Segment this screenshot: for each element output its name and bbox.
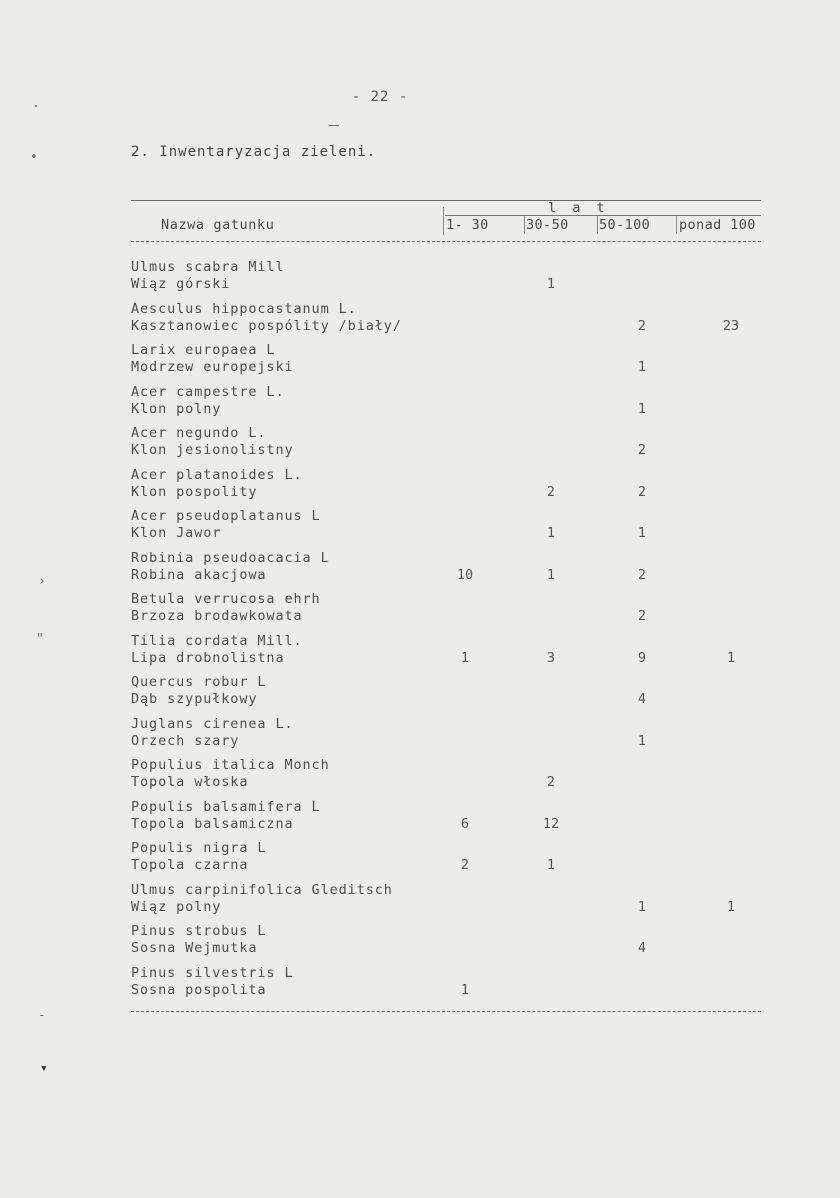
- scan-mark: ›: [38, 574, 46, 589]
- count-cell: 2: [637, 442, 647, 458]
- count-cell: 4: [637, 691, 647, 707]
- species-polish-name: Kasztanowiec pospólity /biały/: [131, 317, 402, 334]
- scan-mark: -: [38, 1008, 46, 1023]
- species-polish-name: Sosna pospolita: [131, 981, 267, 998]
- species-polish-name: Dąb szypułkowy: [131, 691, 258, 707]
- count-cell: 1: [460, 981, 470, 998]
- species-polish-name: Klon jesionolistny: [131, 442, 294, 458]
- species-latin-name: Acer campestre L.: [131, 383, 285, 400]
- count-cell: 12: [542, 815, 560, 832]
- species-latin-name: Juglans cirenea L.: [131, 715, 294, 732]
- species-latin-name: Aesculus hippocastanum L.: [131, 300, 357, 317]
- species-latin-name: Populius italica Monch: [131, 757, 330, 773]
- column-header-over-100: ponad 100: [679, 217, 756, 233]
- count-cell: 10: [456, 566, 474, 583]
- count-cell: 3: [546, 649, 556, 666]
- margin-dash: [329, 125, 339, 126]
- header-separator: [676, 216, 677, 234]
- species-polish-name: Topola balsamiczna: [131, 815, 294, 832]
- species-latin-name: Betula verrucosa ehrh: [131, 591, 321, 607]
- table-top-rule: [131, 200, 761, 201]
- scan-mark: .: [32, 96, 40, 111]
- species-latin-name: Acer negundo L.: [131, 425, 267, 441]
- header-separator: [597, 216, 598, 234]
- species-latin-name: Populis nigra L: [131, 840, 267, 856]
- species-polish-name: Lipa drobnolistna: [131, 649, 285, 666]
- count-cell: 2: [637, 317, 647, 334]
- count-cell: 23: [722, 317, 740, 334]
- species-latin-name: Pinus strobus L: [131, 923, 267, 939]
- species-latin-name: Larix europaea L: [131, 342, 276, 358]
- count-cell: 2: [637, 608, 647, 624]
- species-polish-name: Wiąz górski: [131, 276, 231, 292]
- count-cell: 2: [546, 483, 556, 500]
- count-cell: 1: [546, 566, 556, 583]
- count-cell: 2: [546, 774, 556, 790]
- column-header-30-50: 30-50: [526, 217, 569, 233]
- count-cell: 2: [460, 857, 470, 873]
- section-title: 2. Inwentaryzacja zieleni.: [131, 144, 377, 160]
- species-polish-name: Topola czarna: [131, 857, 249, 873]
- species-latin-name: Acer platanoides L.: [131, 466, 303, 483]
- count-cell: 2: [637, 483, 647, 500]
- column-group-header-years: l a t: [548, 200, 609, 216]
- scan-mark: •: [30, 150, 38, 165]
- count-cell: 1: [637, 359, 647, 375]
- count-cell: 6: [460, 815, 470, 832]
- table-bottom-rule: [131, 1011, 761, 1012]
- species-polish-name: Klon pospolity: [131, 483, 258, 500]
- count-cell: 1: [637, 525, 647, 541]
- species-latin-name: Acer pseudoplatanus L: [131, 508, 321, 524]
- species-polish-name: Klon Jawor: [131, 525, 222, 541]
- species-latin-name: Tilia cordata Mill.: [131, 632, 303, 649]
- species-latin-name: Robinia pseudoacacia L: [131, 549, 330, 566]
- count-cell: 1: [726, 898, 736, 915]
- species-polish-name: Topola włoska: [131, 774, 249, 790]
- count-cell: 4: [637, 940, 647, 956]
- species-polish-name: Orzech szary: [131, 732, 240, 749]
- count-cell: 1: [546, 857, 556, 873]
- species-polish-name: Sosna Wejmutka: [131, 940, 258, 956]
- scan-mark: ": [36, 632, 44, 647]
- species-polish-name: Brzoza brodawkowata: [131, 608, 303, 624]
- header-separator: [524, 216, 525, 234]
- header-bottom-rule: [131, 241, 761, 242]
- count-cell: 9: [637, 649, 647, 666]
- species-polish-name: Wiąz polny: [131, 898, 222, 915]
- count-cell: 2: [637, 566, 647, 583]
- count-cell: 1: [460, 649, 470, 666]
- species-latin-name: Quercus robur L: [131, 674, 267, 690]
- species-polish-name: Modrzew europejski: [131, 359, 294, 375]
- count-cell: 1: [726, 649, 736, 666]
- column-header-50-100: 50-100: [599, 217, 651, 233]
- species-polish-name: Klon polny: [131, 400, 222, 417]
- column-header-species: Nazwa gatunku: [161, 217, 275, 233]
- species-latin-name: Ulmus carpinifolica Gleditsch: [131, 881, 393, 898]
- species-latin-name: Populis balsamifera L: [131, 798, 321, 815]
- species-latin-name: Ulmus scabra Mill: [131, 259, 285, 275]
- count-cell: 1: [637, 400, 647, 417]
- count-cell: 1: [546, 276, 556, 292]
- count-cell: 1: [546, 525, 556, 541]
- scan-mark: ▾: [40, 1061, 48, 1076]
- header-separator: [443, 207, 444, 235]
- count-cell: 1: [637, 898, 647, 915]
- species-latin-name: Pinus silvestris L: [131, 964, 294, 981]
- column-header-1-30: 1- 30: [446, 217, 489, 233]
- species-polish-name: Robina akacjowa: [131, 566, 267, 583]
- count-cell: 1: [637, 732, 647, 749]
- page-number: - 22 -: [351, 89, 409, 105]
